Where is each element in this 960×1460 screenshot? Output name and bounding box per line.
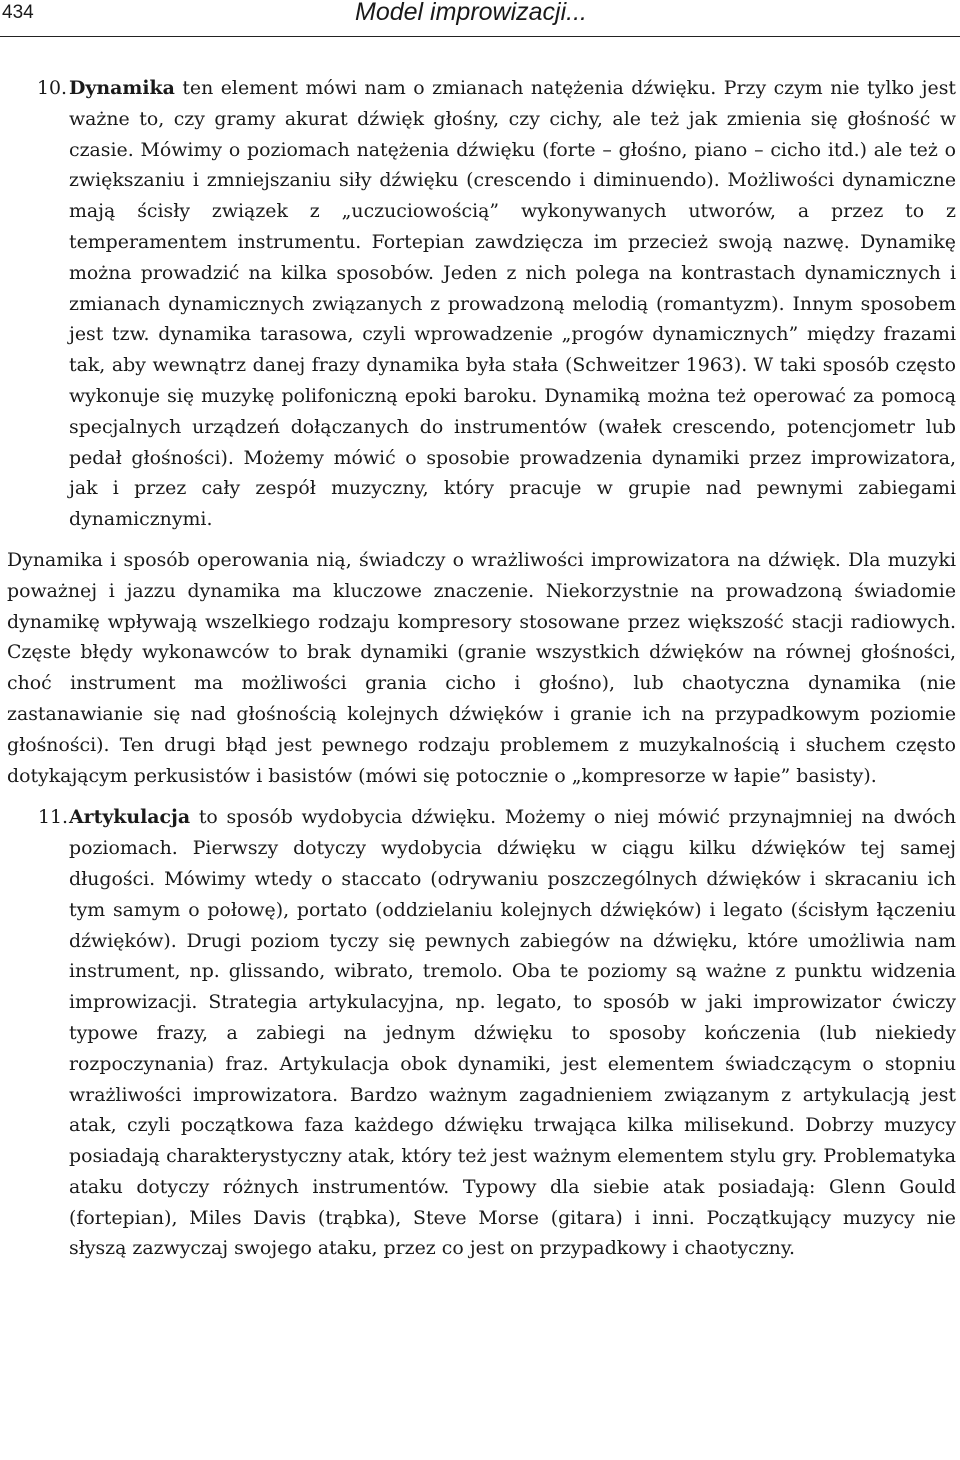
page-number: 434 — [2, 2, 34, 23]
list-item-number: 11. — [38, 806, 69, 829]
list-item-term: Artykulacja — [69, 806, 191, 829]
list-item-artykulacja — [7, 802, 956, 1264]
list-item-number: 10. — [37, 77, 68, 99]
list-item-dynamika — [7, 73, 956, 535]
header-rule — [0, 36, 960, 37]
page-body — [7, 73, 956, 1264]
list-item-body: ten element mówi nam o zmianach natężenia dźwięku. Przy czym nie tylko jest ważne to, czy gramy akurat dźwięk głośny, czy cichy, ale też jak zmienia się głośność w czasie. Mówimy o poziomach natężenia dźwięku (forte – głośno, piano – cicho itd.) ale też o zwiększaniu i zmniejszaniu siły dźwięku (crescendo i diminuendo). Możliwości dynamiczne mają ścisły związek z „uczuciowością” wykonywanych utworów, a przez to z temperamentem instrumentu. Fortepian zawdzięcza im przecież swoją nazwę. Dynamikę można prowadzić na kilka sposobów. Jeden z nich polega na kontrastach dynamicznych i zmianach dynamicznych związanych z prowadzoną melodią (romantyzm). Innym sposobem jest tzw. dynamika tarasowa, czyli wprowadzenie „progów dynamicznych” między frazami tak, aby wewnątrz danej frazy dynamika była stała (Schweitzer 1963). W taki sposób często wykonuje się muzykę polifoniczną epoki baroku. Dynamiką można też operować za pomocą specjalnych urządzeń dołączanych do instrumentów (wałek crescendo, potencjometr lub pedał głośności). Możemy mówić o sposobie prowadzenia dynamiki przez improwizatora, jak i przez cały zespół muzyczny, który pracuje w grupie nad pewnymi zabiegami dynamicznymi. — [69, 77, 956, 531]
list-item-text — [69, 73, 956, 535]
running-title: Model improwizacji... — [355, 0, 588, 26]
list-item-text — [69, 802, 956, 1264]
body-paragraph: Dynamika i sposób operowania nią, świadczy o wrażliwości improwizatora na dźwięk. Dla muzyki poważnej i jazzu dynamika ma kluczowe znaczenie. Niekorzystnie na prowadzoną świadomie dynamikę wpływają wszelkiego rodzaju kompresory stosowane przez większość stacji radiowych. Częste błędy wykonawców to brak dynamiki (granie wszystkich dźwięków na równej głośności, choć instrument ma możliwości grania cicho i głośno), lub chaotyczna dynamika (nie zastanawianie się nad głośnością kolejnych dźwięków i granie ich na przypadkowym poziomie głośności). Ten drugi błąd jest pewnego rodzaju problemem z muzykalnością i słuchem często dotykającym perkusistów i basistów (mówi się potocznie o „kompresorze w łapie” basisty). — [7, 548, 956, 787]
list-item-body: to sposób wydobycia dźwięku. Możemy o niej mówić przynajmniej na dwóch poziomach. Pierwszy dotyczy wydobycia dźwięku w ciągu kilku dźwięków tej samej długości. Mówimy wtedy o staccato (odrywaniu poszczególnych dźwięków i skracaniu ich tym samym o połowę), portato (oddzielaniu kolejnych dźwięków) i legato (ścisłym łączeniu dźwięków). Drugi poziom tyczy się pewnych zabiegów na dźwięku, które umożliwia nam instrument, np. glissando, wibrato, tremolo. Oba te poziomy są ważne z punktu widzenia improwizacji. Strategia artykulacyjna, np. legato, to sposób w jaki improwizator ćwiczy typowe frazy, a zabiegi na jednym dźwięku to sposoby kończenia (lub niekiedy rozpoczynania) fraz. Artykulacja obok dynamiki, jest elementem świadczącym o stopniu wrażliwości improwizatora. Bardzo ważnym zagadnieniem związanym z artykulacją jest atak, czyli początkowa faza każdego dźwięku trwająca kilka milisekund. Dobrzy muzycy posiadają charakterystyczny atak, który też jest ważnym elementem stylu gry. Problematyka ataku dotyczy różnych instrumentów. Typowy dla siebie atak posiadają: Glenn Gould (fortepian), Miles Davis (trąbka), Steve Morse (gitara) i inni. Początkujący muzycy nie słyszą zazwyczaj swojego ataku, przez co jest on przypadkowy i chaotyczny. — [69, 806, 956, 1260]
list-item-term: Dynamika — [69, 77, 175, 99]
page-header — [0, 0, 960, 40]
